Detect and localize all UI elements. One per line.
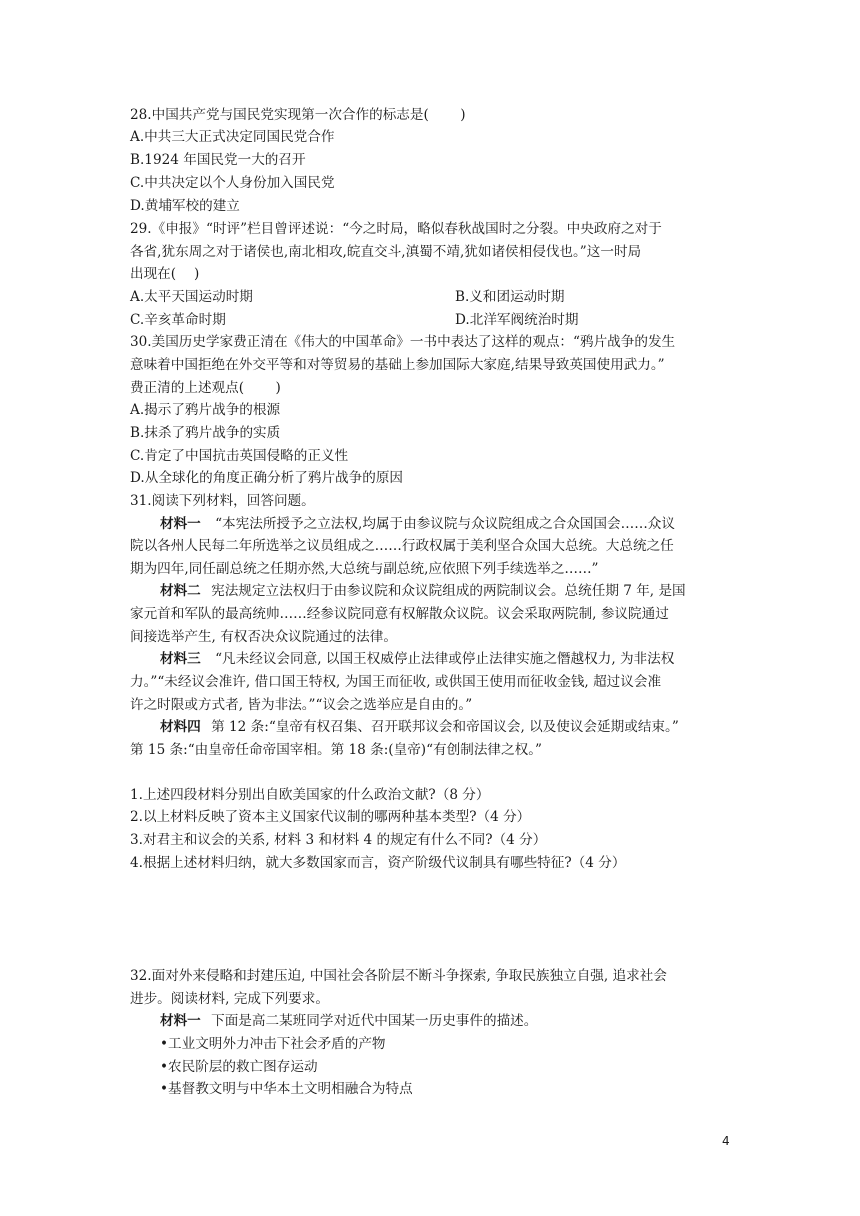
q29-option-c: C.辛亥革命时期 (130, 312, 226, 328)
q31-material1-label: 材料一 (160, 516, 201, 532)
q31-material3-line3: 许之时限或方式者, 皆为非法。”“议会之选举应是自由的。” (130, 697, 473, 713)
q28-option-a: A.中共三大正式决定同国民党合作 (130, 129, 335, 145)
q31-material1-text: “本宪法所授予之立法权,均属于由参议院与众议院组成之合众国国会……众议 (215, 516, 675, 532)
q28-stem: 28.中国共产党与国民党实现第一次合作的标志是( ) (130, 107, 466, 123)
q31-material2-label: 材料二 (160, 583, 201, 599)
q29-stem-line2: 各省,犹东周之对于诸侯也,南北相攻,皖直交斗,滇蜀不靖,犹如诸侯相侵伐也。”这一时局 (130, 244, 642, 260)
q29-stem-line1: 29.《申报》“时评”栏目曾评述说：“今之时局，略似春秋战国时之分裂。中央政府之对于 (130, 221, 662, 237)
q32-material1-text: 下面是高二某班同学对近代中国某一历史事件的描述。 (211, 1013, 538, 1029)
q32-material1-label: 材料一 (160, 1013, 201, 1029)
page-number: 4 (722, 1134, 730, 1148)
q29-option-b: B.义和团运动时期 (455, 289, 565, 305)
q32-stem-line1: 32.面对外来侵略和封建压迫, 中国社会各阶层不断斗争探索, 争取民族独立自强, 追求社会 (130, 968, 667, 984)
q30-option-d: D.从全球化的角度正确分析了鸦片战争的原因 (130, 470, 404, 486)
q32-bullet-3: •基督教文明与中华本土文明相融合为特点 (160, 1081, 413, 1097)
q29-option-a: A.太平天国运动时期 (130, 289, 253, 305)
q31-material4-line2: 第 15 条:“由皇帝任命帝国宰相。第 18 条:(皇帝)“有创制法律之权。” (130, 742, 542, 758)
q31-material1-line3: 期为四年,同任副总统之任期亦然,大总统与副总统,应依照下列手续选举之……” (130, 561, 599, 577)
q31-material2-line3: 间接选举产生, 有权否决众议院通过的法律。 (130, 629, 397, 645)
q31-material3-label: 材料三 (160, 651, 201, 667)
q31-material4-line1 (160, 716, 679, 738)
q32-bullet-2: •农民阶层的救亡图存运动 (160, 1059, 318, 1075)
q31-material3-line2: 力。”“未经议会准许, 借口国王特权, 为国王而征收, 或供国王使用而征收金钱, 超过议会准 (130, 674, 662, 690)
q31-stem: 31.阅读下列材料，回答问题。 (130, 493, 315, 509)
q29-stem-line3: 出现在( ) (130, 266, 200, 282)
q29-option-d: D.北洋军阀统治时期 (455, 312, 579, 328)
q28-option-c: C.中共决定以个人身份加入国民党 (130, 175, 335, 191)
q32-bullet-1: •工业文明外力冲击下社会矛盾的产物 (160, 1036, 386, 1052)
q31-subquestion-1: 1.上述四段材料分别出自欧美国家的什么政治文献?（8 分） (130, 787, 490, 803)
q30-stem-line1: 30.美国历史学家费正清在《伟大的中国革命》一书中表达了这样的观点：“鸦片战争的发生 (130, 334, 676, 350)
q30-stem-line2: 意味着中国拒绝在外交平等和对等贸易的基础上参加国际大家庭,结果导致英国使用武力。” (130, 357, 665, 373)
q28-option-d: D.黄埔军校的建立 (130, 198, 240, 214)
q31-material1-line1 (160, 513, 675, 535)
q32-stem-line2: 进步。阅读材料, 完成下列要求。 (130, 991, 329, 1007)
q31-material3-line1 (160, 648, 674, 670)
q30-option-a: A.揭示了鸦片战争的根源 (130, 402, 281, 418)
q30-option-c: C.肯定了中国抗击英国侵略的正义性 (130, 448, 349, 464)
q32-material1-line (160, 1010, 537, 1032)
q31-material3-text: “凡未经议会同意, 以国王权威停止法律或停止法律实施之僭越权力, 为非法权 (215, 651, 675, 667)
q31-material4-text: 第 12 条:“皇帝有权召集、召开联邦议会和帝国议会, 以及使议会延期或结束。” (211, 719, 679, 735)
q31-subquestion-3: 3.对君主和议会的关系, 材料 3 和材料 4 的规定有什么不同?（4 分） (130, 832, 547, 848)
q31-material2-line1 (160, 580, 686, 602)
q28-option-b: B.1924 年国民党一大的召开 (130, 152, 306, 168)
q30-stem-line3: 费正清的上述观点( ) (130, 380, 281, 396)
q31-subquestion-2: 2.以上材料反映了资本主义国家代议制的哪两种基本类型?（4 分） (130, 809, 531, 825)
q31-material1-line2: 院以各州人民每二年所选举之议员组成之……行政权属于美利坚合众国大总统。大总统之任 (130, 538, 674, 554)
q31-subquestion-4: 4.根据上述材料归纳，就大多数国家而言，资产阶级代议制具有哪些特征?（4 分） (130, 855, 626, 871)
q30-option-b: B.抹杀了鸦片战争的实质 (130, 425, 281, 441)
q31-material4-label: 材料四 (160, 719, 201, 735)
q31-material2-text: 宪法规定立法权归于由参议院和众议院组成的两院制议会。总统任期 7 年, 是国 (211, 583, 686, 599)
q31-material2-line2: 家元首和军队的最高统帅……经参议院同意有权解散众议院。议会采取两院制, 参议院通过 (130, 606, 669, 622)
